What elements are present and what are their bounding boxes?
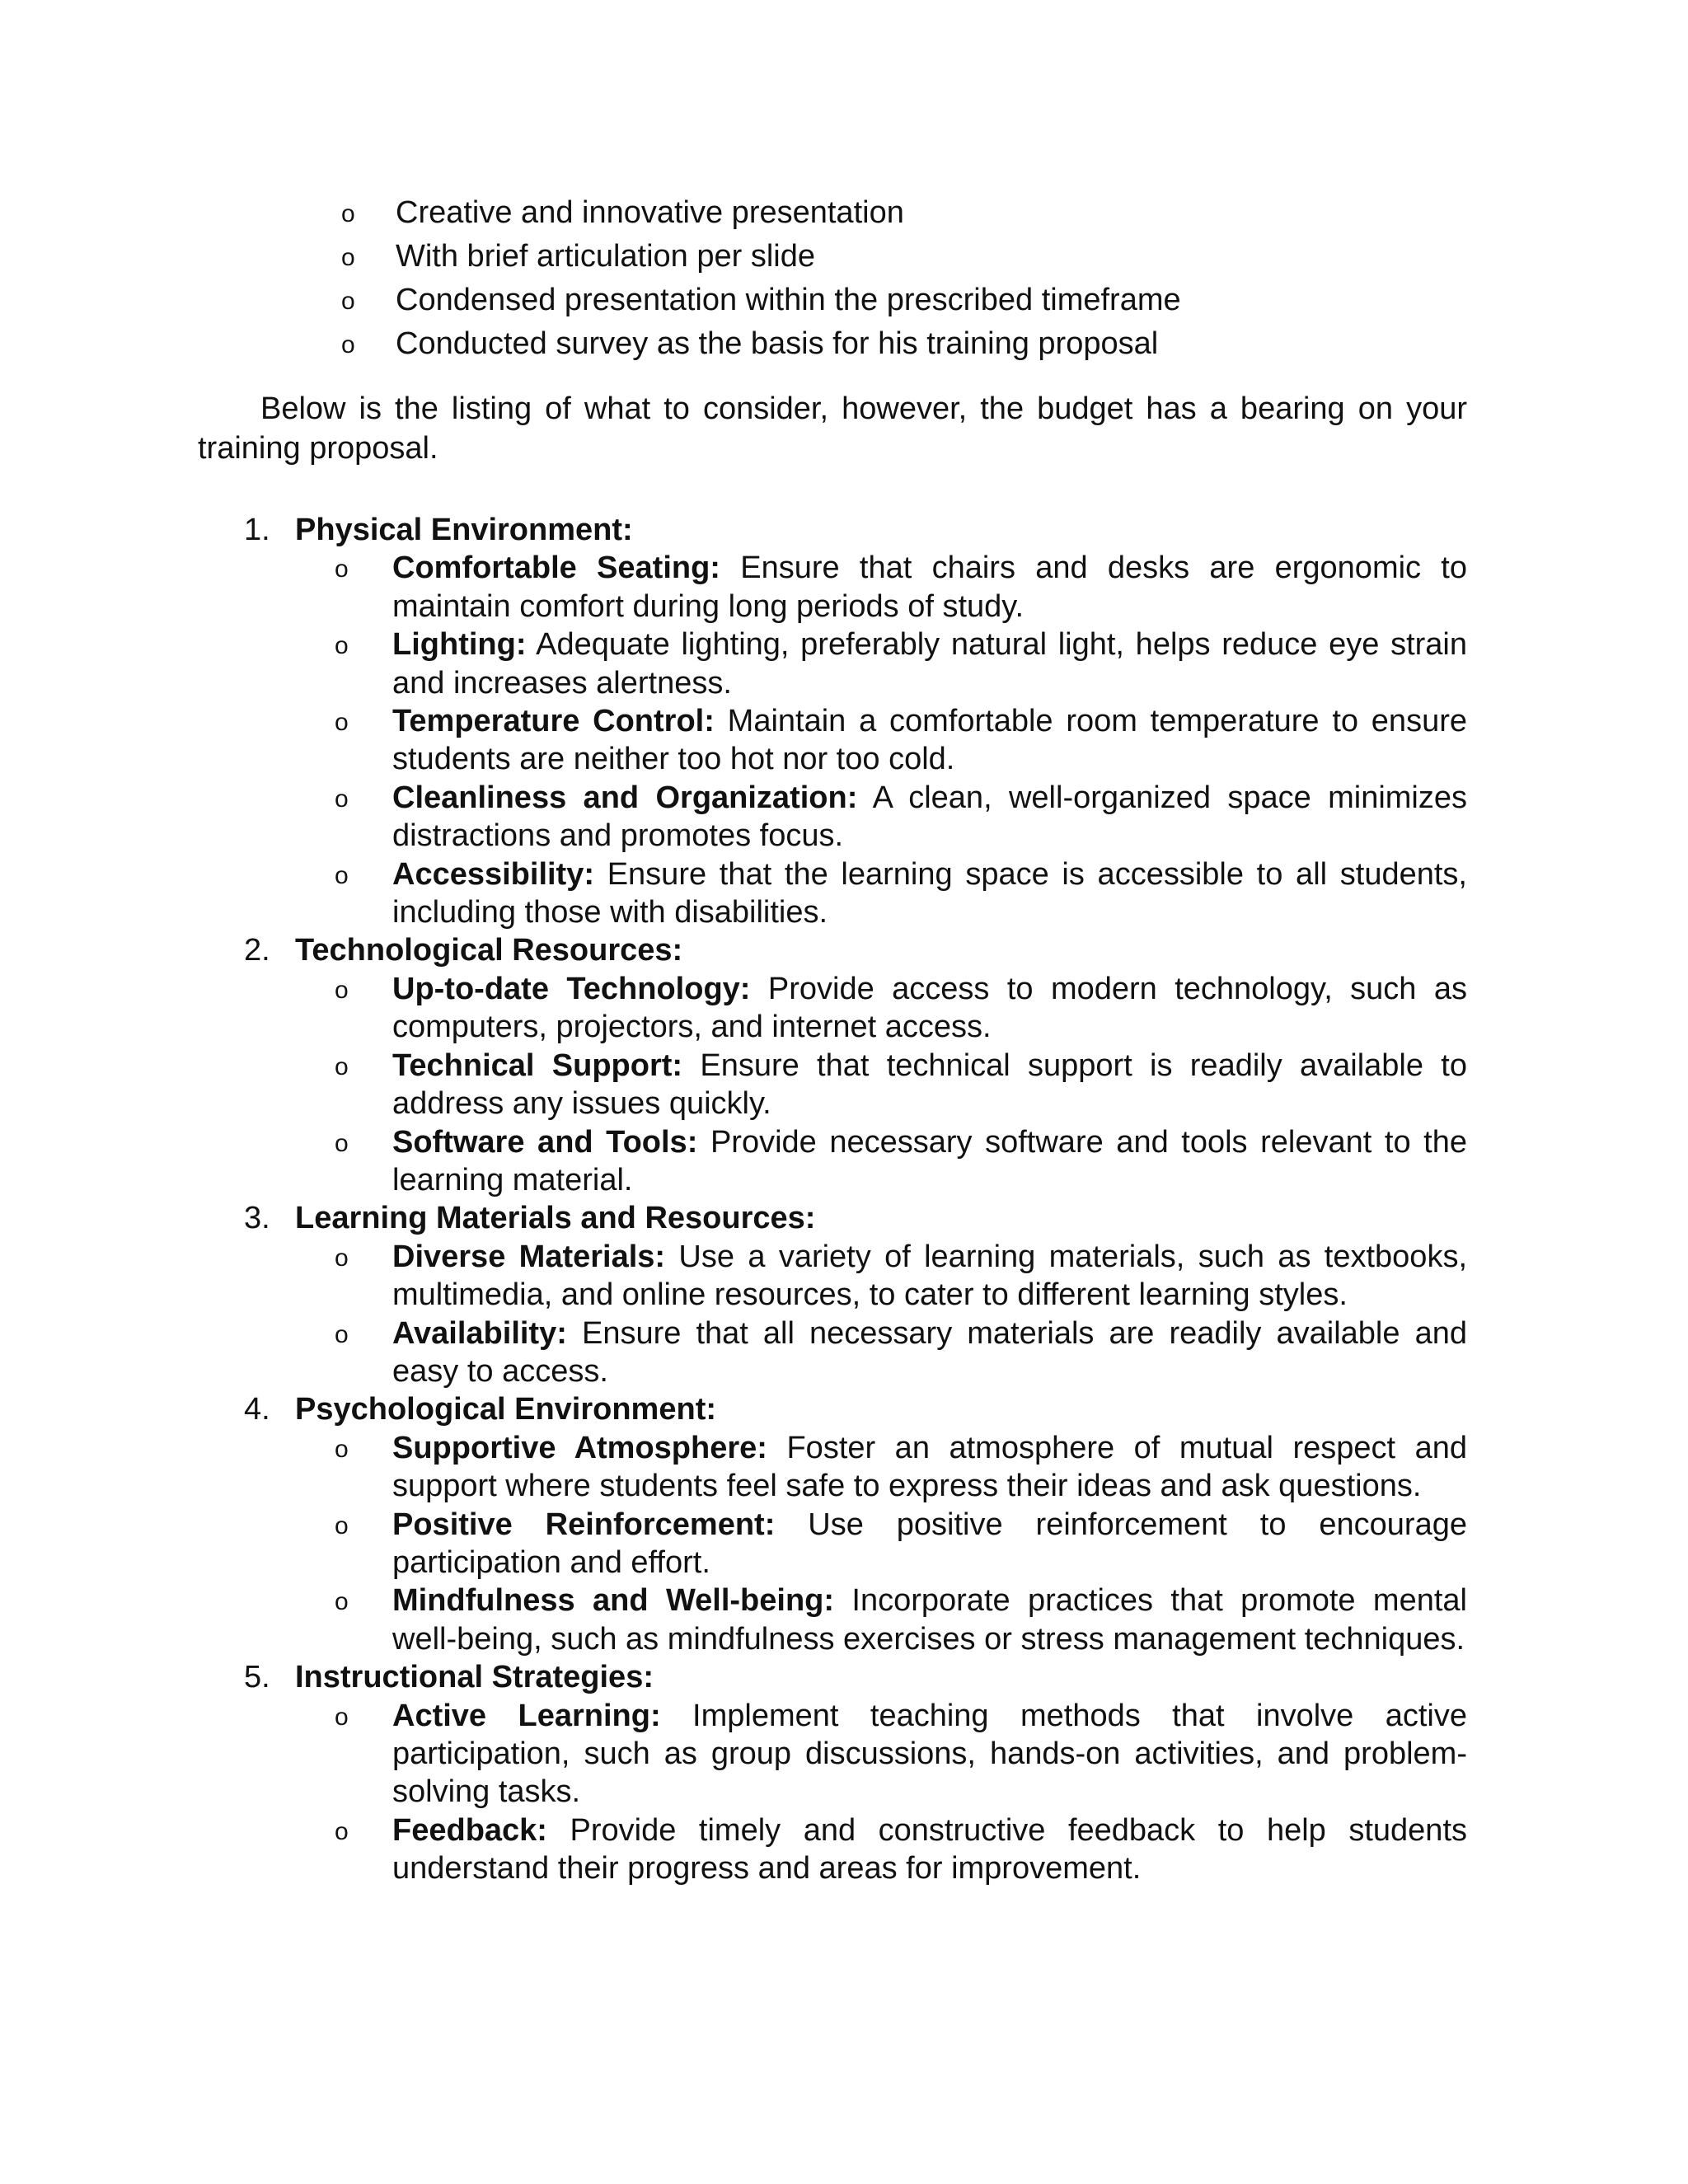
hollow-bullet-icon: o: [335, 1435, 349, 1463]
list-item-text: With brief articulation per slide: [396, 239, 815, 274]
hollow-bullet-icon: o: [335, 861, 349, 889]
list-item-text: Condensed presentation within the prescribed timeframe: [396, 283, 1181, 317]
list-item: [295, 1123, 1467, 1200]
item-term: Cleanliness and Organization:: [392, 780, 858, 815]
item-text: Implement teaching methods that involve active participation, such as group discussions, hands-on activities, and problem-solving tasks.: [392, 1698, 1467, 1810]
section-learning-materials: [198, 1199, 1467, 1390]
hollow-bullet-icon: o: [335, 632, 349, 660]
list-item: [295, 1238, 1467, 1315]
hollow-bullet-icon: o: [341, 244, 355, 271]
item-term: Software and Tools:: [392, 1124, 698, 1160]
item-text: Provide necessary software and tools relevant to the learning material.: [392, 1124, 1467, 1197]
item-text: Ensure that the learning space is accessible to all students, including those with disabilities.: [392, 856, 1467, 930]
item-text: Adequate lighting, preferably natural light, helps reduce eye strain and increases alertness.: [392, 627, 1467, 701]
section-instructional-strategies: [198, 1658, 1467, 1887]
list-item: [295, 626, 1467, 702]
hollow-bullet-icon: o: [341, 331, 355, 359]
item-text: Provide access to modern technology, such as computers, projectors, and internet access.: [392, 971, 1467, 1045]
hollow-bullet-icon: o: [335, 1244, 349, 1272]
list-item: [295, 1697, 1467, 1811]
list-item: [295, 1582, 1467, 1658]
item-term: Technical Support:: [392, 1047, 683, 1083]
list-item: [330, 235, 1484, 279]
item-text: Provide timely and constructive feedback to help students understand their progress and areas for improvement.: [392, 1812, 1468, 1886]
list-item: [295, 1315, 1467, 1391]
hollow-bullet-icon: o: [335, 1052, 349, 1080]
section-number: 4.: [244, 1392, 270, 1427]
hollow-bullet-icon: o: [335, 1320, 349, 1348]
item-text: Use positive reinforcement to encourage participation and effort.: [392, 1507, 1467, 1580]
section-technological-resources: [198, 931, 1467, 1199]
item-term: Supportive Atmosphere:: [392, 1430, 767, 1465]
list-item: [295, 1811, 1467, 1888]
intro-paragraph: Below is the listing of what to consider, however, the budget has a bearing on your training proposal.: [198, 391, 1467, 466]
list-item: [295, 549, 1467, 626]
list-item: [330, 279, 1484, 322]
hollow-bullet-icon: o: [335, 555, 349, 583]
list-item: [330, 191, 1484, 235]
list-item: [295, 779, 1467, 855]
item-term: Up-to-date Technology:: [392, 971, 751, 1006]
section-items: [295, 1697, 1467, 1888]
hollow-bullet-icon: o: [335, 709, 349, 737]
section-items: [295, 970, 1467, 1199]
item-term: Accessibility:: [392, 856, 594, 892]
section-psychological-environment: [198, 1390, 1467, 1658]
item-text: Ensure that technical support is readily available to address any issues quickly.: [392, 1047, 1467, 1122]
list-item-text: Creative and innovative presentation: [396, 195, 904, 230]
list-item: [295, 702, 1467, 779]
item-term: Positive Reinforcement:: [392, 1507, 776, 1542]
section-number: 1.: [244, 513, 270, 547]
item-text: Ensure that all necessary materials are readily available and easy to access.: [392, 1315, 1467, 1389]
section-items: [295, 1238, 1467, 1391]
hollow-bullet-icon: o: [335, 1588, 349, 1616]
section-title: Instructional Strategies:: [295, 1660, 654, 1695]
hollow-bullet-icon: o: [341, 288, 355, 315]
hollow-bullet-icon: o: [335, 1817, 349, 1845]
item-text: A clean, well-organized space minimizes distractions and promotes focus.: [392, 780, 1468, 854]
hollow-bullet-icon: o: [341, 200, 355, 227]
hollow-bullet-icon: o: [335, 1703, 349, 1731]
list-item: [295, 1506, 1467, 1582]
section-number: 3.: [244, 1201, 270, 1236]
item-term: Temperature Control:: [392, 704, 715, 739]
section-items: [295, 1429, 1467, 1658]
section-title: Learning Materials and Resources:: [295, 1201, 816, 1236]
section-number: 2.: [244, 933, 270, 968]
considerations-list: [198, 511, 1467, 1888]
list-item: [330, 322, 1484, 366]
item-term: Mindfulness and Well-being:: [392, 1583, 835, 1619]
hollow-bullet-icon: o: [335, 785, 349, 813]
list-item: [295, 1429, 1467, 1506]
item-term: Comfortable Seating:: [392, 551, 720, 586]
hollow-bullet-icon: o: [335, 1511, 349, 1540]
item-text: Use a variety of learning materials, such as textbooks, multimedia, and online resources, to cater to different learning styles.: [392, 1239, 1467, 1313]
item-text: Incorporate practices that promote mental well-being, such as mindfulness exercises or stress management techniques.: [392, 1583, 1467, 1657]
item-text: Ensure that chairs and desks are ergonomic to maintain comfort during long periods of study.: [392, 551, 1467, 624]
section-number: 5.: [244, 1660, 270, 1695]
item-term: Diverse Materials:: [392, 1239, 666, 1274]
item-term: Lighting:: [392, 627, 527, 663]
list-item: [295, 855, 1467, 932]
item-term: Availability:: [392, 1315, 567, 1351]
intro-bullet-list: [330, 191, 1484, 366]
item-term: Feedback:: [392, 1812, 547, 1848]
section-title: Psychological Environment:: [295, 1392, 716, 1427]
section-items: [295, 549, 1467, 931]
section-title: Physical Environment:: [295, 513, 633, 547]
item-text: Maintain a comfortable room temperature to ensure students are neither too hot nor too cold.: [392, 704, 1467, 777]
list-item: [295, 970, 1467, 1047]
section-physical-environment: [198, 511, 1467, 931]
hollow-bullet-icon: o: [335, 1129, 349, 1157]
list-item: [295, 1047, 1467, 1123]
item-text: Foster an atmosphere of mutual respect and support where students feel safe to express their ideas and ask questions.: [392, 1430, 1467, 1504]
item-term: Active Learning:: [392, 1698, 661, 1733]
hollow-bullet-icon: o: [335, 976, 349, 1004]
list-item-text: Conducted survey as the basis for his training proposal: [396, 326, 1159, 361]
section-title: Technological Resources:: [295, 933, 683, 968]
